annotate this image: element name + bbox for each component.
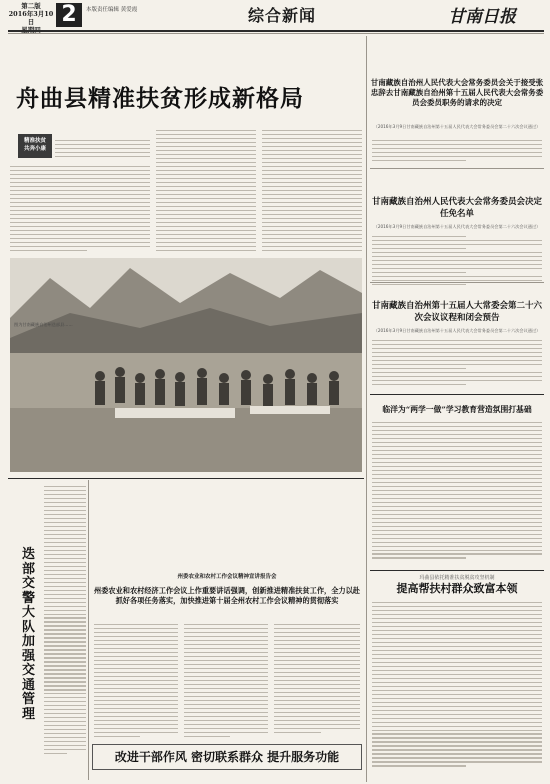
lead-body-col1-top	[55, 140, 150, 160]
lead-headline: 舟曲县精准扶贫形成新格局	[16, 85, 304, 112]
right-section-rule	[370, 394, 544, 395]
notice1-body	[372, 140, 542, 164]
header-rule-thin	[8, 33, 544, 34]
notice2-title: 甘南藏族自治州人民代表大会常务委员会决定任免名单	[371, 197, 542, 219]
lead-tag-line1: 精准扶贫	[23, 138, 46, 144]
traffic-article-title: 迭部交警大队加强交通管理	[22, 547, 36, 722]
mid-article-col3	[274, 624, 360, 736]
help-kicker: 玛曲县依托精准扶贫脱贫攻坚机制	[419, 575, 495, 581]
mid-article-title: 州委农业和农村经济工作会议上作重要讲话强调，创新推进精准扶贫工作，全力以赴抓好各项任务落实，加快推进第十届全州农村工作会议精神的贯彻落实	[94, 586, 360, 605]
study-body	[372, 422, 542, 561]
lower-section-rule	[8, 478, 364, 479]
page-number: 2	[56, 3, 82, 27]
mid-article-kicker: 州委农业和农村工作会议精神宣讲报告会	[177, 574, 277, 580]
column-divider	[88, 480, 89, 780]
section-title: 综合新闻	[248, 6, 317, 25]
notice2-body	[372, 236, 542, 288]
page-editors: 本版责任编辑 黄爱霞	[86, 7, 138, 13]
mid-article-col1	[94, 624, 178, 740]
lead-tag-line2: 共奔小康	[23, 146, 46, 152]
notice3-subtitle: （2016年3月9日甘南藏族自治州第十五届人民代表大会常务委员会第二十六次会议通过）	[373, 328, 541, 333]
notice2-subtitle: （2016年3月9日甘南藏族自治州第十五届人民代表大会常务委员会第二十六次会议通过）	[373, 224, 541, 229]
lead-body-col2	[156, 130, 256, 254]
lead-body-col3	[262, 130, 362, 254]
notice3-title: 甘南藏族自治州第十五届人大常委会第二十六次会议议程和闭会预告	[371, 301, 542, 323]
notice1-subtitle: （2016年3月9日甘南藏族自治州第十五届人民代表大会常务委员会第二十六次会议通过）	[373, 124, 541, 129]
header-rule	[8, 30, 544, 32]
mid-article-col2	[184, 624, 268, 740]
issue-date: 2016年3月10日	[8, 10, 54, 26]
notice1-title: 甘南藏族自治州人民代表大会常务委员会关于接受张忠辞去甘南藏族自治州第十五届人民代表大会常务委员会委员职务的请求的决定	[370, 78, 544, 107]
notice3-body	[372, 340, 542, 388]
help-title: 提高帮扶村群众致富本领	[396, 582, 518, 595]
slogan-banner: 改进干部作风 密切联系群众 提升服务功能	[92, 744, 362, 770]
right-section-rule	[370, 570, 544, 571]
lead-body-col1	[10, 166, 150, 254]
lead-photo	[10, 258, 362, 472]
photo-caption	[14, 322, 80, 328]
newspaper-brand: 甘南日报	[448, 7, 516, 27]
notice-separator	[370, 168, 544, 169]
edition-label: 第二版	[21, 2, 41, 10]
help-body	[372, 602, 542, 769]
photo-caption-text: 图为甘南藏族自治州迭部县……	[14, 322, 73, 327]
lead-tag	[18, 134, 52, 158]
traffic-article-body	[44, 486, 86, 757]
notice-separator	[370, 282, 544, 283]
column-divider	[366, 36, 367, 782]
study-title: 临洋为“两学一做”学习教育营造氛围打基础	[382, 405, 532, 414]
